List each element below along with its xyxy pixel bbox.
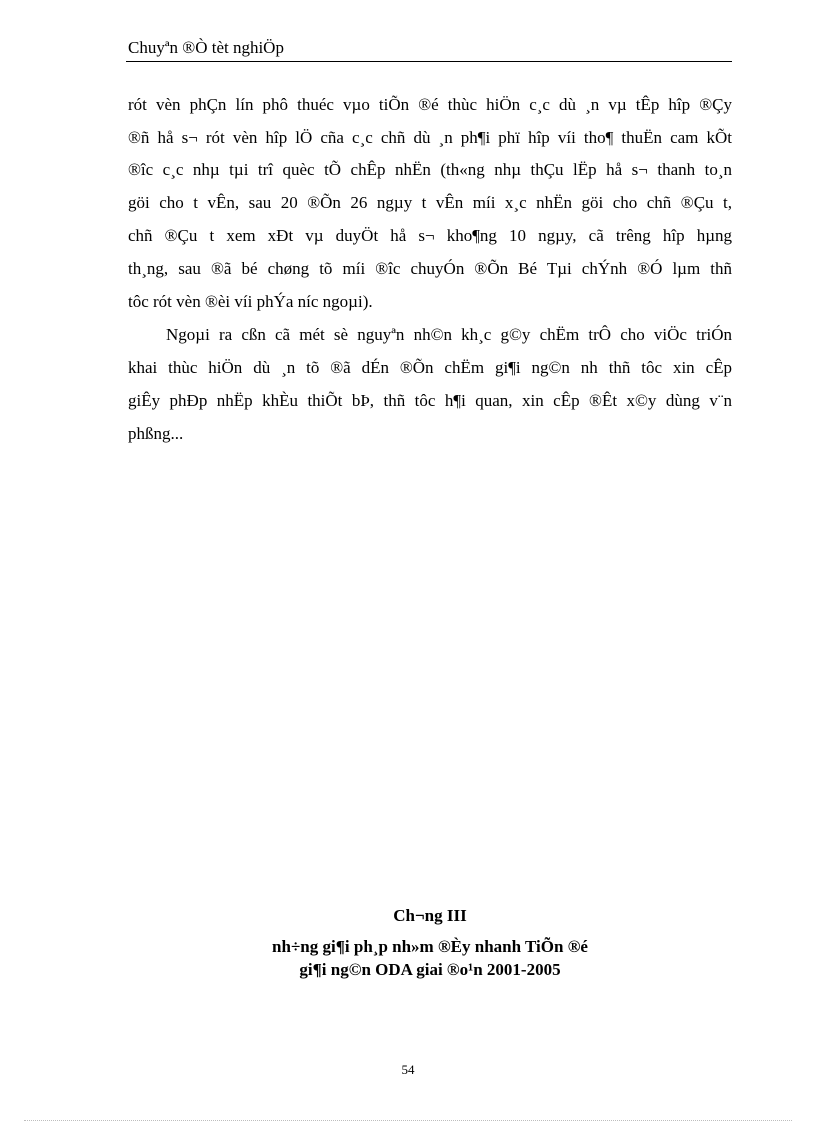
text-line: phßng... — [128, 424, 184, 443]
text-line: göi cho t vÊn, sau 20 ®Õn 26 ngµy t vÊn míi x¸c nhËn göi cho chñ ®Çu t, — [128, 193, 732, 212]
page-bottom-border — [24, 1120, 792, 1121]
chapter-title-line-1: nh÷ng gi¶i ph¸p nh»m ®Èy nhanh TiÕn ®é — [272, 937, 588, 956]
chapter-number: Ch¬ng III — [393, 906, 467, 925]
text-line: tôc rót vèn ®èi víi phÝa níc ngoµi). — [128, 292, 373, 311]
page-number: 54 — [401, 1062, 415, 1077]
text-line: ®ñ hå s¬ rót vèn hîp lÖ cña c¸c chñ dù ¸n ph¶i phï hîp víi tho¶ thuËn cam kÕt — [128, 128, 732, 147]
text-line: Ngoµi ra cßn cã mét sè nguyªn nh©n kh¸c g©y chËm trÔ cho viÖc triÓn — [166, 325, 732, 344]
text-line: th¸ng, sau ®ã bé chøng tõ míi ®îc chuyÓn ®Õn Bé Tµi chÝnh ®Ó lµm thñ — [128, 259, 732, 278]
header-title: Chuyªn ®Ò tèt nghiÖp — [128, 38, 284, 57]
text-line: rót vèn phÇn lín phô thuéc vµo tiÕn ®é thùc hiÖn c¸c dù ¸n vµ tÊp hîp ®Çy — [128, 95, 732, 114]
text-line: giÊy phÐp nhËp khÈu thiÕt bÞ, thñ tôc h¶i quan, xin cÊp ®Êt x©y dùng v¨n — [128, 391, 732, 410]
header-rule — [126, 61, 732, 62]
chapter-title-line-2: gi¶i ng©n ODA giai ®o¹n 2001-2005 — [299, 960, 561, 979]
text-line: ®îc c¸c nhµ tµi trî quèc tÕ chÊp nhËn (th«ng nhµ thÇu lËp hå s¬ thanh to¸n — [128, 160, 732, 179]
text-line: chñ ®Çu t xem xÐt vµ duyÖt hå s¬ kho¶ng 10 ngµy, cã trêng hîp hµng — [128, 226, 732, 245]
text-line: khai thùc hiÖn dù ¸n tõ ®ã dÉn ®Õn chËm gi¶i ng©n nh thñ tôc xin cÊp — [128, 358, 732, 377]
